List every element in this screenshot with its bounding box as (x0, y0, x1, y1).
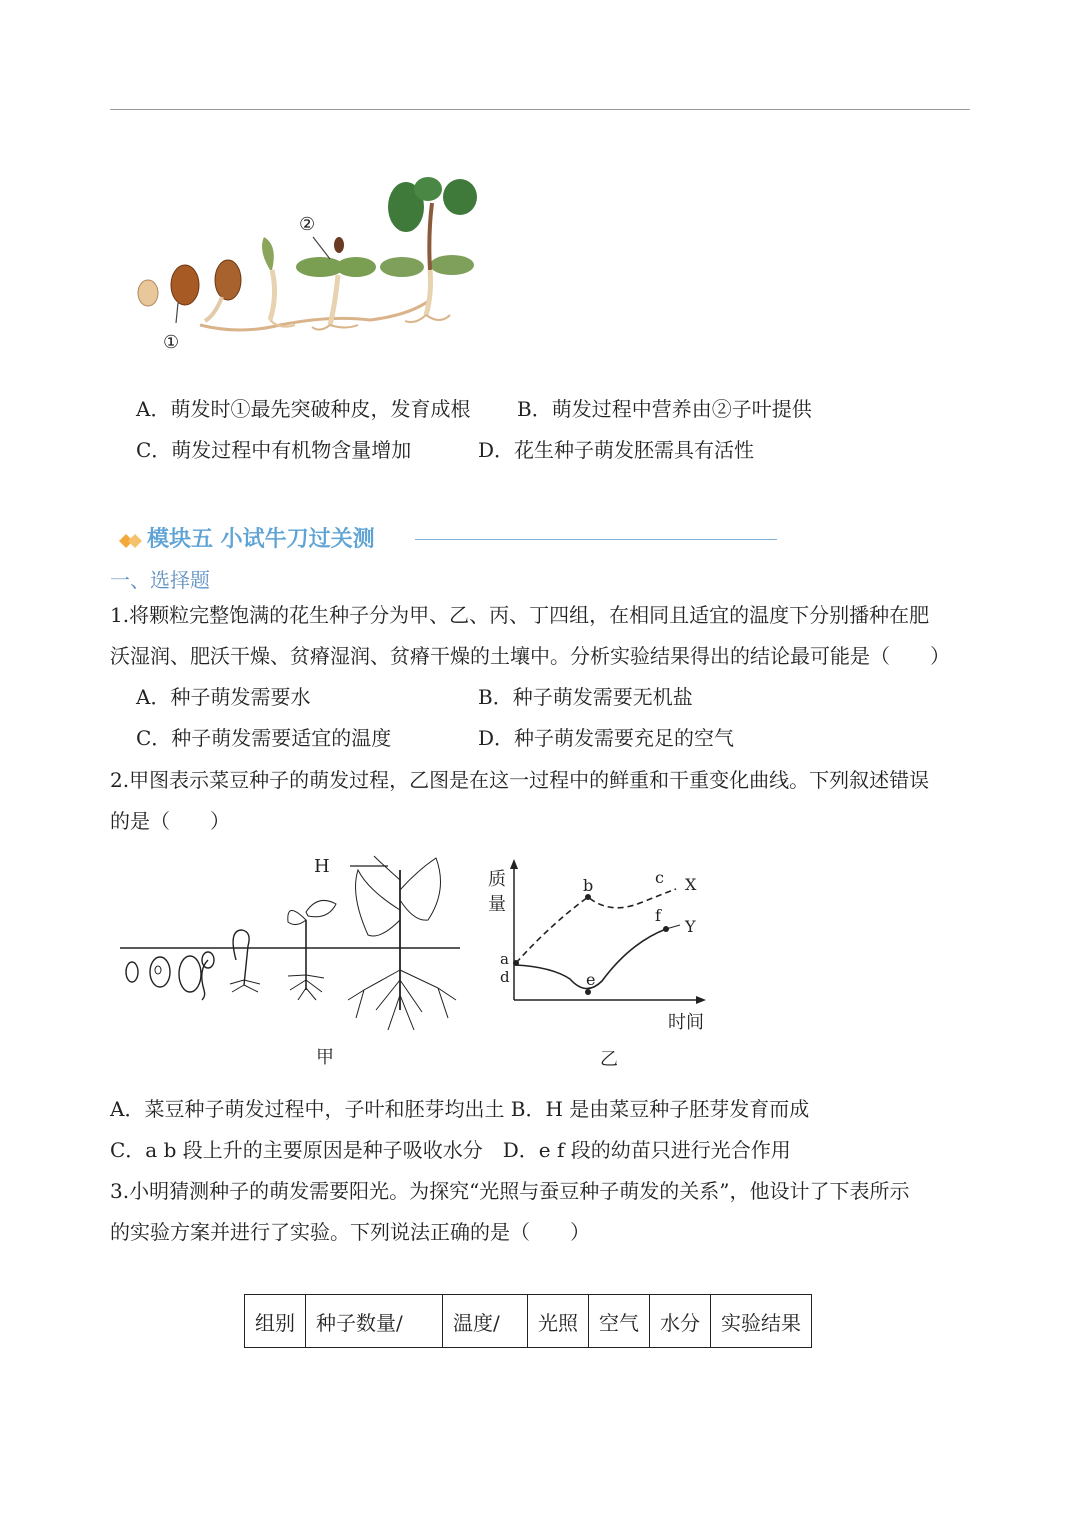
prev-option-c: C．萌发过程中有机物含量增加 (136, 438, 412, 462)
y-label-bottom: 量 (488, 894, 506, 915)
table-header-cell: 光照 (528, 1295, 589, 1348)
x-label: 时间 (668, 1012, 704, 1033)
point-b: b (583, 876, 594, 895)
experiment-table (244, 1294, 812, 1348)
table-header-cell: 实验结果 (711, 1295, 812, 1348)
table-header-cell: 温度/ (443, 1295, 528, 1348)
q2-line-2: 的是（ ） (110, 809, 230, 833)
table-header-cell: 组别 (245, 1295, 306, 1348)
bean-germination-figure (118, 850, 468, 1040)
section-subheading: 一、选择题 (110, 568, 210, 592)
prev-option-a: A．萌发时①最先突破种皮，发育成根 (136, 397, 471, 421)
point-f: f (655, 906, 661, 925)
figure-jia-caption: 甲 (316, 1047, 334, 1068)
table-header-cell: 空气 (589, 1295, 650, 1348)
marker-2: ② (299, 214, 316, 235)
prev-option-d: D．花生种子萌发胚需具有活性 (478, 438, 755, 462)
section-title: 模块五 小试牛刀过关测 (147, 527, 375, 552)
q1-line-2: 沃湿润、肥沃干燥、贫瘠湿润、贫瘠干燥的土壤中。分析实验结果得出的结论最可能是（ ） (110, 644, 950, 668)
point-d: d (500, 968, 510, 986)
table-header-cell: 种子数量/ (306, 1295, 443, 1348)
section-rule (415, 539, 777, 540)
q2-line-1: 2.甲图表示菜豆种子的萌发过程，乙图是在这一过程中的鲜重和干重变化曲线。下列叙述错误 (110, 768, 930, 792)
point-c: c (655, 868, 664, 887)
point-a: a (500, 950, 509, 968)
y-label-top: 质 (488, 869, 506, 890)
q1-line-1: 1.将颗粒完整饱满的花生种子分为甲、乙、丙、丁四组，在相同且适宜的温度下分别播种在肥 (110, 603, 930, 627)
q1-option-b: B．种子萌发需要无机盐 (478, 685, 693, 709)
double-chevron-icon (117, 531, 143, 551)
figure-yi-caption: 乙 (600, 1049, 618, 1070)
prev-option-b: B．萌发过程中营养由②子叶提供 (517, 397, 812, 421)
series-y-label: Y (685, 917, 696, 936)
q3-line-2: 的实验方案并进行了实验。下列说法正确的是（ ） (110, 1220, 590, 1244)
header-rule (110, 109, 970, 110)
table-header-cell: 水分 (650, 1295, 711, 1348)
q3-line-1: 3.小明猜测种子的萌发需要阳光。为探究“光照与蚕豆种子萌发的关系”，他设计了下表所示 (110, 1179, 910, 1203)
point-e: e (586, 970, 596, 989)
peanut-germination-figure (130, 175, 490, 360)
h-label: H (314, 856, 330, 877)
q2-options-ab: A．菜豆种子萌发过程中，子叶和胚芽均出土 B．H 是由菜豆种子胚芽发育而成 (110, 1097, 810, 1121)
table-header-row (245, 1295, 812, 1348)
marker-1: ① (163, 332, 180, 353)
section-header (117, 525, 787, 557)
series-x-label: X (685, 875, 697, 894)
q1-option-c: C．种子萌发需要适宜的温度 (136, 726, 392, 750)
q2-options-cd: C．a b 段上升的主要原因是种子吸收水分 D．e f 段的幼苗只进行光合作用 (110, 1138, 791, 1162)
q1-option-a: A．种子萌发需要水 (136, 685, 311, 709)
q1-option-d: D．种子萌发需要充足的空气 (478, 726, 735, 750)
